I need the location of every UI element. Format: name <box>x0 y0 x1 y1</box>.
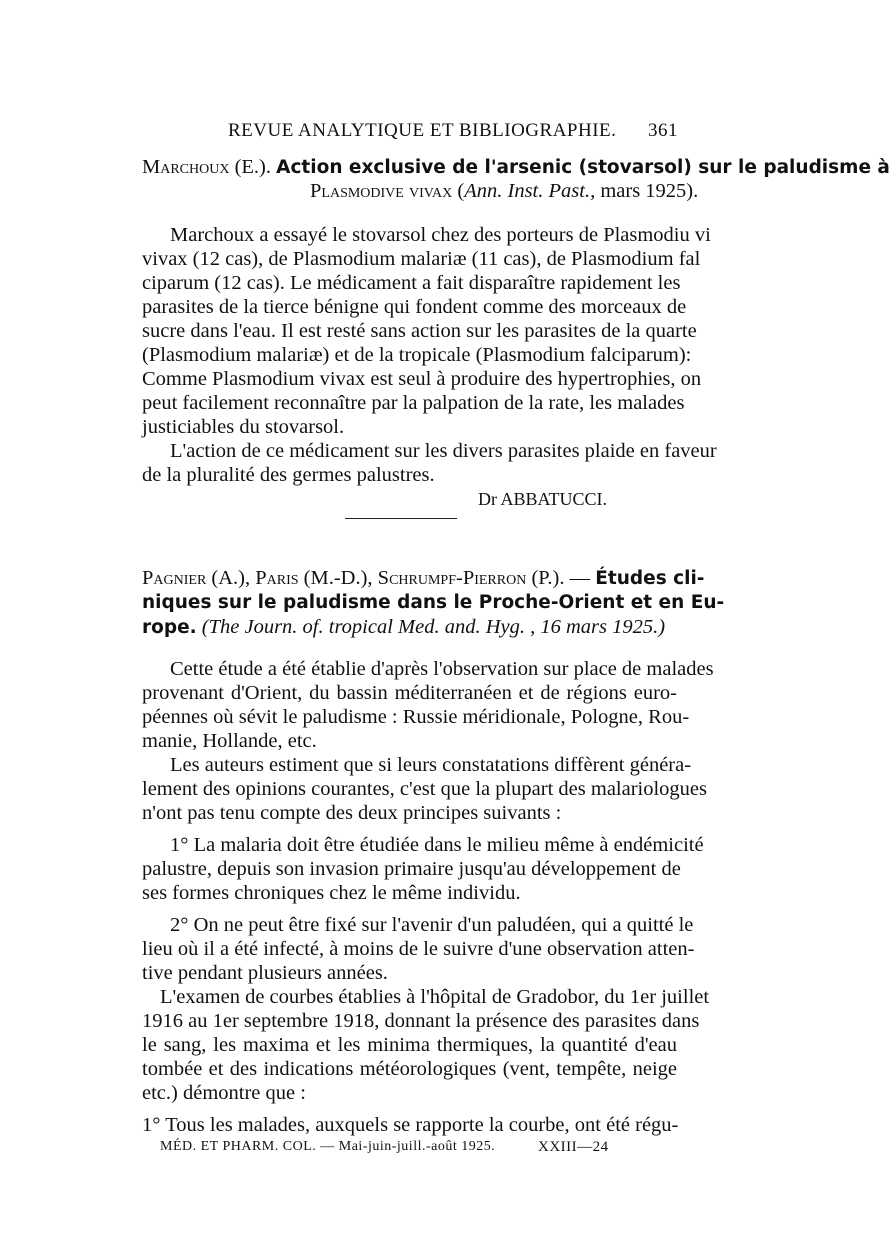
entry2-authors: Pagnier (A.), Paris (M.-D.), Schrumpf-Pierron (P.). — <box>142 567 591 589</box>
entry1-heading-line2: Plasmodive vivax (Ann. Inst. Past., mars 1925). <box>310 180 699 202</box>
entry2-source: (The Journ. of. tropical Med. and. Hyg. , 16 mars 1925.) <box>201 616 666 638</box>
entry2-line: provenant d'Orient, du bassin méditerranéen et de régions euro- <box>142 682 677 704</box>
entry2-line: Cette étude a été établie d'après l'observation sur place de malades <box>170 658 714 680</box>
entry2-line: 2° On ne peut être fixé sur l'avenir d'un paludéen, qui a quitté le <box>170 914 694 936</box>
entry2-line: etc.) démontre que : <box>142 1082 306 1104</box>
entry1-heading-line1 <box>142 155 890 180</box>
entry2-line: tombée et des indications météorologiques (vent, tempête, neige <box>142 1058 677 1080</box>
entry2-line: manie, Hollande, etc. <box>142 730 317 752</box>
entry2-line: péennes où sévit le paludisme : Russie méridionale, Pologne, Rou- <box>142 706 690 728</box>
entry2-title-part2: niques sur le paludisme dans le Proche-Orient et en Eu- <box>142 592 725 613</box>
entry1-line: parasites de la tierce bénigne qui fondent comme des morceaux de <box>142 296 687 318</box>
running-title: REVUE ANALYTIQUE ET BIBLIOGRAPHIE. <box>228 120 617 141</box>
entry2-line: lieu où il a été infecté, à moins de le suivre d'une observation atten- <box>142 938 695 960</box>
entry2-line: 1916 au 1er septembre 1918, donnant la présence des parasites dans <box>142 1010 700 1032</box>
entry1-line: Marchoux a essayé le stovarsol chez des porteurs de Plasmodiu vi <box>170 224 711 246</box>
entry1-line: Comme Plasmodium vivax est seul à produire des hypertrophies, on <box>142 368 702 390</box>
entry1-line: sucre dans l'eau. Il est resté sans action sur les parasites de la quarte <box>142 320 697 342</box>
entry2-heading-line3 <box>142 615 665 640</box>
entry1-source-journal: Ann. Inst. Past., <box>464 180 596 202</box>
entry2-line: ses formes chroniques chez le même individu. <box>142 882 521 904</box>
entry1-author: Marchoux (E.). <box>142 156 272 178</box>
footer-signature-mark: XXIII—24 <box>538 1139 609 1155</box>
entry2-line: le sang, les maxima et les minima thermiques, la quantité d'eau <box>142 1034 677 1056</box>
entry2-title-part3: rope. <box>142 617 197 638</box>
entry2-line: 1° Tous les malades, auxquels se rapporte la courbe, ont été régu- <box>142 1114 679 1136</box>
entry2-line: 1° La malaria doit être étudiée dans le milieu même à endémicité <box>170 834 704 856</box>
entry2-line: palustre, depuis son invasion primaire jusqu'au développement de <box>142 858 681 880</box>
entry2-title-part1: Études cli- <box>595 568 705 589</box>
entry1-title: Action exclusive de l'arsenic (stovarsol) sur le paludisme à <box>276 157 890 178</box>
entry2-line: L'examen de courbes établies à l'hôpital de Gradobor, du 1er juillet <box>160 986 710 1008</box>
entry1-line: (Plasmodium malariæ) et de la tropicale (Plasmodium falciparum): <box>142 344 692 366</box>
entry1-line: L'action de ce médicament sur les divers parasites plaide en faveur <box>170 440 717 462</box>
entry2-heading-line1 <box>142 566 704 591</box>
entry1-title-genus: Plasmodive vivax <box>310 180 453 202</box>
entry2-line: Les auteurs estiment que si leurs constatations diffèrent généra- <box>170 754 692 776</box>
entry1-line: vivax (12 cas), de Plasmodium malariæ (11 cas), de Plasmodium fal <box>142 248 701 270</box>
entry2-line: n'ont pas tenu compte des deux principes suivants : <box>142 802 562 824</box>
entry1-source-date: mars 1925). <box>600 180 699 202</box>
section-divider <box>345 518 457 519</box>
entry2-line: lement des opinions courantes, c'est que la plupart des malariologues <box>142 778 708 800</box>
entry1-signature: Dr ABBATUCCI. <box>478 489 608 509</box>
entry1-line: justiciables du stovarsol. <box>142 416 345 438</box>
entry2-line: tive pendant plusieurs années. <box>142 962 388 984</box>
page-number: 361 <box>648 120 678 141</box>
entry1-line: ciparum (12 cas). Le médicament a fait disparaître rapidement les <box>142 272 681 294</box>
entry1-line: de la pluralité des germes palustres. <box>142 464 435 486</box>
entry1-line: peut facilement reconnaître par la palpation de la rate, les malades <box>142 392 685 414</box>
footer-text: MÉD. ET PHARM. COL. — Mai-juin-juill.-août 1925. <box>160 1139 496 1154</box>
